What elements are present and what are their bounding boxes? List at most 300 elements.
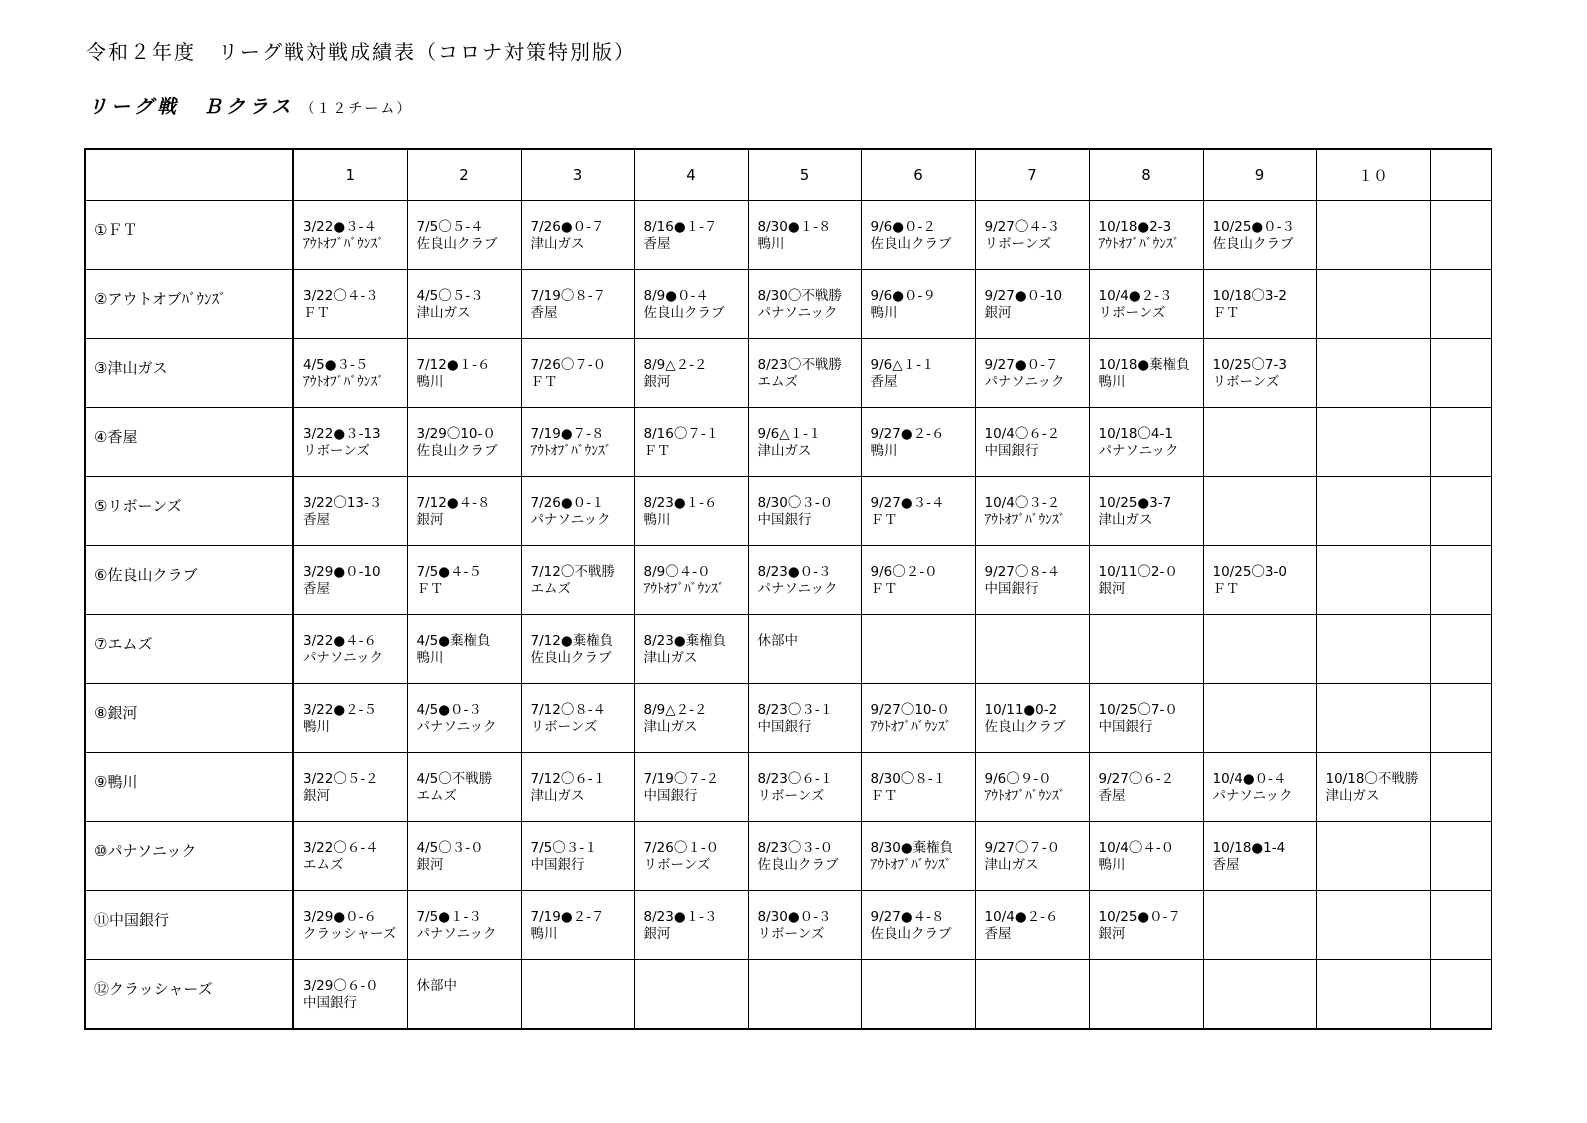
match-score: 7/12●１-６ (416, 357, 491, 373)
match-score: 休部中 (757, 633, 798, 649)
result-cell (521, 684, 634, 753)
match-score: 8/23●０-３ (757, 564, 832, 580)
column-header: １０ (1316, 149, 1430, 201)
match-result (749, 339, 861, 391)
result-cell (1203, 477, 1316, 546)
match-result (635, 753, 748, 805)
result-cell (634, 684, 748, 753)
match-opponent: ｱｳﾄｵﾌﾞﾊﾞｳﾝｽﾞ (303, 374, 384, 390)
result-cell (407, 546, 521, 615)
match-score: 3/22●４-６ (303, 633, 377, 649)
result-cell (1089, 201, 1203, 270)
match-score: 9/27〇７-０ (984, 840, 1061, 856)
team-name: ⑧銀河 (94, 704, 138, 722)
match-result (294, 891, 407, 943)
result-cell (748, 615, 861, 684)
table-row (85, 753, 1491, 822)
match-result (522, 408, 634, 460)
match-opponent: 銀河 (303, 788, 330, 804)
match-opponent: 津山ガス (757, 443, 812, 459)
match-score: 3/29●０-10 (303, 564, 381, 580)
match-score: 3/22〇５-２ (303, 771, 379, 787)
match-opponent: ＦＴ (643, 443, 671, 459)
match-opponent: 津山ガス (1325, 788, 1380, 804)
result-cell (1089, 270, 1203, 339)
result-cell (1316, 546, 1430, 615)
match-result (976, 753, 1089, 805)
match-score: 8/23●１-３ (643, 909, 718, 925)
table-row (85, 270, 1491, 339)
result-cell (293, 339, 407, 408)
match-score: 9/6●０-２ (870, 219, 936, 235)
result-cell (1430, 270, 1491, 339)
match-score: 10/25●０-７ (1098, 909, 1182, 925)
result-cell (975, 477, 1089, 546)
match-result (976, 408, 1089, 460)
match-result (749, 408, 861, 460)
match-score: 8/9△２-２ (643, 702, 708, 718)
result-cell (1316, 891, 1430, 960)
table-row (85, 615, 1491, 684)
match-result (408, 822, 521, 874)
match-score: 3/29〇10-０ (416, 426, 496, 442)
match-opponent: ｱｳﾄｵﾌﾞﾊﾞｳﾝｽﾞ (303, 236, 384, 252)
match-score: 8/30〇３-０ (757, 495, 834, 511)
match-score: 休部中 (416, 978, 457, 994)
team-cell (85, 684, 293, 753)
match-opponent: 中国銀行 (643, 788, 698, 804)
match-opponent: 中国銀行 (1098, 719, 1153, 735)
match-score: 3/22●３-13 (303, 426, 381, 442)
result-cell (861, 270, 975, 339)
match-score: 4/5〇不戦勝 (416, 771, 493, 787)
match-result (1090, 891, 1203, 943)
match-opponent: 津山ガス (530, 788, 585, 804)
match-result (1204, 201, 1316, 253)
team-cell (85, 546, 293, 615)
match-result (408, 546, 521, 598)
result-cell (1203, 201, 1316, 270)
team-cell (85, 201, 293, 270)
match-score: 7/26●０-１ (530, 495, 605, 511)
match-result (749, 891, 861, 943)
match-result (1090, 684, 1203, 736)
match-opponent: ｱｳﾄｵﾌﾞﾊﾞｳﾝｽﾞ (643, 581, 725, 597)
match-result (408, 339, 521, 391)
match-score: 7/12〇８-４ (530, 702, 607, 718)
result-cell (293, 408, 407, 477)
match-score: 10/25〇3-0 (1212, 564, 1287, 580)
match-opponent: パナソニック (416, 926, 497, 942)
match-opponent: 佐良山クラブ (870, 236, 952, 252)
match-opponent: パナソニック (303, 650, 384, 666)
match-opponent: 中国銀行 (757, 512, 812, 528)
table-row (85, 339, 1491, 408)
match-result (408, 201, 521, 253)
match-result (635, 822, 748, 874)
match-opponent: パナソニック (984, 374, 1065, 390)
result-cell (1316, 615, 1430, 684)
match-result (976, 546, 1089, 598)
match-result (408, 477, 521, 529)
team-cell (85, 960, 293, 1030)
match-score: 8/30●棄権負 (870, 840, 954, 856)
table-row (85, 891, 1491, 960)
match-score: 8/30〇８-１ (870, 771, 947, 787)
result-cell (634, 960, 748, 1030)
match-score: 4/5〇５-３ (416, 288, 484, 304)
result-cell (634, 477, 748, 546)
match-opponent: リボーンズ (643, 857, 711, 873)
result-cell (748, 753, 861, 822)
match-result (408, 270, 521, 322)
match-opponent: ｱｳﾄｵﾌﾞﾊﾞｳﾝｽﾞ (984, 512, 1066, 528)
match-opponent: パナソニック (1212, 788, 1293, 804)
match-result (862, 408, 975, 460)
match-result (749, 201, 861, 253)
team-cell (85, 891, 293, 960)
result-cell (975, 615, 1089, 684)
result-cell (407, 201, 521, 270)
result-cell (748, 960, 861, 1030)
result-cell (1203, 615, 1316, 684)
match-score: 8/16●１-７ (643, 219, 718, 235)
match-score: 10/18〇4-1 (1098, 426, 1173, 442)
match-opponent: 香屋 (1212, 857, 1240, 873)
result-cell (748, 339, 861, 408)
result-cell (1089, 822, 1203, 891)
match-result (635, 546, 748, 598)
match-score: 10/25●3-7 (1098, 495, 1172, 511)
match-score: 3/22〇６-４ (303, 840, 379, 856)
match-opponent: 津山ガス (984, 857, 1039, 873)
result-cell (634, 822, 748, 891)
match-score: 7/26〇１-０ (643, 840, 720, 856)
match-score: 10/11〇2-０ (1098, 564, 1178, 580)
table-row (85, 408, 1491, 477)
result-cell (293, 891, 407, 960)
result-cell (1089, 408, 1203, 477)
match-score: 3/22〇４-３ (303, 288, 379, 304)
match-result (294, 477, 407, 529)
result-cell (1089, 546, 1203, 615)
match-result (976, 684, 1089, 736)
match-score: 8/23〇３-１ (757, 702, 834, 718)
result-cell (1430, 960, 1491, 1030)
match-opponent: 佐良山クラブ (757, 857, 839, 873)
match-score: 10/18●1-4 (1212, 840, 1286, 856)
result-cell (1203, 546, 1316, 615)
result-cell (634, 339, 748, 408)
match-result (749, 546, 861, 598)
column-header: 7 (975, 149, 1089, 201)
match-result (1090, 822, 1203, 874)
match-result (1317, 753, 1430, 805)
match-score: 8/9〇４-０ (643, 564, 711, 580)
match-opponent: 津山ガス (530, 236, 585, 252)
match-result (862, 477, 975, 529)
result-cell (521, 270, 634, 339)
match-result (522, 270, 634, 322)
result-cell (975, 753, 1089, 822)
result-cell (1089, 960, 1203, 1030)
match-score: 8/30●１-８ (757, 219, 832, 235)
match-score: 8/9●０-４ (643, 288, 709, 304)
result-cell (1316, 684, 1430, 753)
match-opponent: 銀河 (643, 374, 671, 390)
result-cell (748, 546, 861, 615)
match-result (522, 339, 634, 391)
match-opponent: 香屋 (643, 236, 671, 252)
match-score: 10/25●０-３ (1212, 219, 1296, 235)
match-result (408, 960, 521, 995)
team-cell (85, 753, 293, 822)
match-opponent: クラッシャーズ (303, 926, 397, 942)
match-score: 3/22●２-５ (303, 702, 377, 718)
result-cell (1316, 408, 1430, 477)
result-cell (407, 822, 521, 891)
match-score: 10/18〇3-2 (1212, 288, 1287, 304)
match-score: 8/23●１-６ (643, 495, 718, 511)
match-result (294, 546, 407, 598)
result-cell (861, 822, 975, 891)
match-opponent: 佐良山クラブ (530, 650, 612, 666)
match-result (635, 270, 748, 322)
result-cell (1089, 684, 1203, 753)
match-opponent: リボーンズ (1212, 374, 1280, 390)
match-opponent: 銀河 (984, 305, 1012, 321)
match-opponent: エムズ (303, 857, 344, 873)
result-cell (521, 615, 634, 684)
result-cell (1316, 201, 1430, 270)
match-opponent: 香屋 (303, 581, 330, 597)
result-cell (1430, 753, 1491, 822)
match-score: 4/5●０-３ (416, 702, 482, 718)
result-cell (1203, 339, 1316, 408)
result-cell (1203, 753, 1316, 822)
match-opponent: 津山ガス (643, 719, 698, 735)
result-cell (1430, 822, 1491, 891)
header-row (85, 149, 1491, 201)
result-cell (1203, 960, 1316, 1030)
match-opponent: パナソニック (757, 581, 838, 597)
match-opponent: ＦＴ (870, 788, 898, 804)
match-score: 9/27●０-10 (984, 288, 1063, 304)
result-cell (407, 753, 521, 822)
column-header: 2 (407, 149, 521, 201)
table-row (85, 684, 1491, 753)
team-name: ③津山ガス (94, 359, 168, 377)
match-result (862, 270, 975, 322)
result-cell (293, 201, 407, 270)
match-opponent: 銀河 (643, 926, 671, 942)
match-result (1090, 408, 1203, 460)
match-result (635, 684, 748, 736)
result-cell (521, 822, 634, 891)
result-cell (1089, 891, 1203, 960)
match-score: 9/27●０-７ (984, 357, 1059, 373)
match-score: 8/23〇不戦勝 (757, 357, 842, 373)
result-cell (521, 339, 634, 408)
match-opponent: 佐良山クラブ (870, 926, 952, 942)
result-cell (975, 891, 1089, 960)
match-opponent: 鴨川 (416, 374, 444, 390)
result-cell (1430, 615, 1491, 684)
match-opponent: 中国銀行 (530, 857, 585, 873)
header-corner-cell (85, 149, 293, 201)
result-cell (861, 408, 975, 477)
match-score: 8/23〇３-０ (757, 840, 834, 856)
result-cell (975, 960, 1089, 1030)
match-opponent: エムズ (530, 581, 571, 597)
team-cell (85, 477, 293, 546)
result-cell (975, 408, 1089, 477)
match-result (1090, 753, 1203, 805)
result-cell (861, 477, 975, 546)
match-opponent: パナソニック (530, 512, 611, 528)
match-opponent: 鴨川 (416, 650, 444, 666)
column-header: 9 (1203, 149, 1316, 201)
result-cell (861, 201, 975, 270)
match-result (294, 684, 407, 736)
match-result (862, 684, 975, 736)
match-score: 8/30●０-３ (757, 909, 832, 925)
team-name: ⑪中国銀行 (94, 911, 170, 929)
match-opponent: リボーンズ (1098, 305, 1166, 321)
match-result (408, 891, 521, 943)
match-result (294, 615, 407, 667)
result-cell (293, 960, 407, 1030)
result-cell (975, 270, 1089, 339)
match-result (408, 615, 521, 667)
match-opponent: パナソニック (757, 305, 838, 321)
table-row (85, 201, 1491, 270)
column-header: 5 (748, 149, 861, 201)
result-cell (407, 339, 521, 408)
team-cell (85, 822, 293, 891)
team-name: ⑨鴨川 (94, 773, 138, 791)
match-score: 7/5〇３-１ (530, 840, 598, 856)
result-cell (293, 546, 407, 615)
match-result (1204, 339, 1316, 391)
match-result (749, 615, 861, 650)
match-result (1204, 546, 1316, 598)
team-name: ⑩パナソニック (94, 842, 197, 860)
match-result (1204, 270, 1316, 322)
match-score: 9/27〇４-３ (984, 219, 1061, 235)
match-result (976, 270, 1089, 322)
match-result (749, 684, 861, 736)
result-cell (634, 201, 748, 270)
match-opponent: 佐良山クラブ (416, 443, 498, 459)
result-cell (293, 822, 407, 891)
table-row (85, 822, 1491, 891)
match-score: 4/5●３-５ (303, 357, 369, 373)
result-cell (293, 477, 407, 546)
result-cell (1316, 477, 1430, 546)
match-score: 8/30〇不戦勝 (757, 288, 842, 304)
result-cell (1089, 753, 1203, 822)
result-cell (634, 891, 748, 960)
result-cell (748, 408, 861, 477)
match-opponent: 中国銀行 (984, 581, 1039, 597)
match-opponent: ＦＴ (530, 374, 558, 390)
match-score: 7/12●棄権負 (530, 633, 614, 649)
result-cell (975, 201, 1089, 270)
match-score: 9/6△１-１ (757, 426, 822, 442)
match-score: 7/12●４-８ (416, 495, 491, 511)
result-cell (975, 684, 1089, 753)
match-score: 10/4〇４-０ (1098, 840, 1175, 856)
team-name: ⑦エムズ (94, 635, 153, 653)
match-score: 3/29●０-６ (303, 909, 377, 925)
match-opponent: 佐良山クラブ (643, 305, 725, 321)
match-score: 8/23〇６-１ (757, 771, 834, 787)
result-cell (1430, 477, 1491, 546)
result-cell (861, 615, 975, 684)
match-result (522, 891, 634, 943)
match-score: 10/18●棄権負 (1098, 357, 1190, 373)
match-score: 7/5●４-５ (416, 564, 482, 580)
match-score: 3/29〇６-０ (303, 978, 379, 994)
result-cell (1203, 822, 1316, 891)
match-score: 10/4〇６-２ (984, 426, 1061, 442)
match-result (635, 615, 748, 667)
match-opponent: ｱｳﾄｵﾌﾞﾊﾞｳﾝｽﾞ (870, 719, 952, 735)
match-result (976, 477, 1089, 529)
team-cell (85, 615, 293, 684)
result-cell (407, 270, 521, 339)
match-score: 9/6●０-９ (870, 288, 936, 304)
match-score: 9/27●３-４ (870, 495, 945, 511)
match-opponent: 銀河 (416, 857, 444, 873)
match-opponent: 佐良山クラブ (984, 719, 1066, 735)
result-cell (1316, 960, 1430, 1030)
match-opponent: エムズ (416, 788, 457, 804)
match-result (294, 201, 407, 253)
match-result (1090, 270, 1203, 322)
match-opponent: 中国銀行 (984, 443, 1039, 459)
match-score: 4/5〇３-０ (416, 840, 484, 856)
match-result (1090, 546, 1203, 598)
match-result (862, 546, 975, 598)
result-cell (293, 684, 407, 753)
match-opponent: ＦＴ (1212, 581, 1240, 597)
match-opponent: 中国銀行 (757, 719, 812, 735)
table-row (85, 477, 1491, 546)
match-score: 10/4●０-４ (1212, 771, 1287, 787)
results-table (84, 148, 1492, 1030)
table-row (85, 960, 1491, 1030)
match-opponent: ＦＴ (870, 512, 898, 528)
result-cell (975, 546, 1089, 615)
result-cell (1203, 270, 1316, 339)
match-score: 7/19〇７-２ (643, 771, 720, 787)
match-result (1090, 477, 1203, 529)
match-result (294, 822, 407, 874)
result-cell (1316, 339, 1430, 408)
match-result (635, 201, 748, 253)
match-score: 9/27●４-８ (870, 909, 945, 925)
match-opponent: リボーンズ (530, 719, 598, 735)
result-cell (521, 546, 634, 615)
match-result (522, 546, 634, 598)
match-score: 10/4●２-６ (984, 909, 1059, 925)
match-result (408, 408, 521, 460)
match-score: 10/25〇7-3 (1212, 357, 1287, 373)
match-result (635, 477, 748, 529)
match-score: 9/6〇２-０ (870, 564, 938, 580)
